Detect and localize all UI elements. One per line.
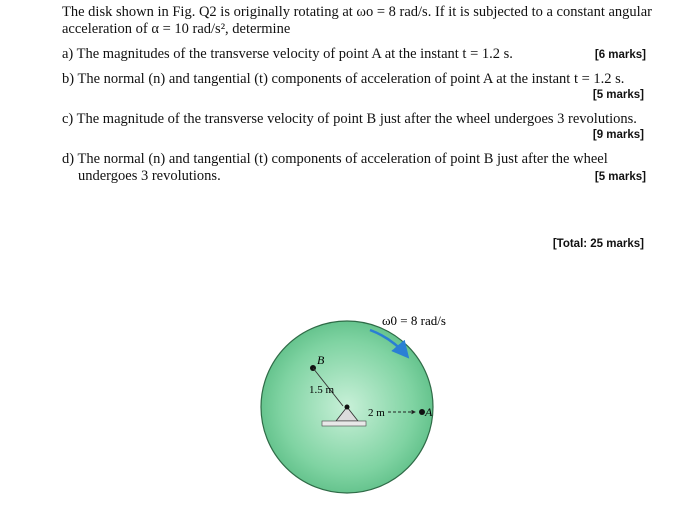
question-d-text-line2: undergoes 3 revolutions. <box>78 168 221 184</box>
question-c-marks: [9 marks] <box>592 129 644 141</box>
question-c-label: c) <box>62 111 74 127</box>
omega-label: ω0 = 8 rad/s <box>382 313 446 328</box>
question-b-text: The normal (n) and tangential (t) components of acceleration of point A at the instant t = 1.2 s. <box>77 71 625 87</box>
intro-line-2: acceleration of α = 10 rad/s², determine <box>62 21 291 37</box>
point-b-label: B <box>317 353 325 367</box>
point-a-label: A <box>425 405 433 419</box>
question-d-text-line1: The normal (n) and tangential (t) components of acceleration of point B just after the wheel <box>77 151 608 167</box>
disk-center-pin <box>345 405 350 410</box>
question-a-label: a) <box>62 46 74 62</box>
question-d-marks: [5 marks] <box>594 171 646 183</box>
question-c-text: The magnitude of the transverse velocity of point B just after the wheel undergoes 3 revolutions. <box>76 111 637 127</box>
radius-a-label: 2 m <box>368 407 385 419</box>
intro-line-1: The disk shown in Fig. Q2 is originally rotating at ωo = 8 rad/s. If it is subjected to a constant angular <box>62 4 652 20</box>
support-base <box>322 421 366 426</box>
question-b-label: b) <box>62 71 75 87</box>
question-a-marks: [6 marks] <box>594 49 646 61</box>
question-b-marks: [5 marks] <box>592 89 644 101</box>
question-d-label: d) <box>62 151 75 167</box>
radius-b-label: 1.5 m <box>309 384 335 396</box>
total-marks: [Total: 25 marks] <box>552 238 644 250</box>
question-a-text: The magnitudes of the transverse velocity of point A at the instant t = 1.2 s. <box>76 46 513 62</box>
